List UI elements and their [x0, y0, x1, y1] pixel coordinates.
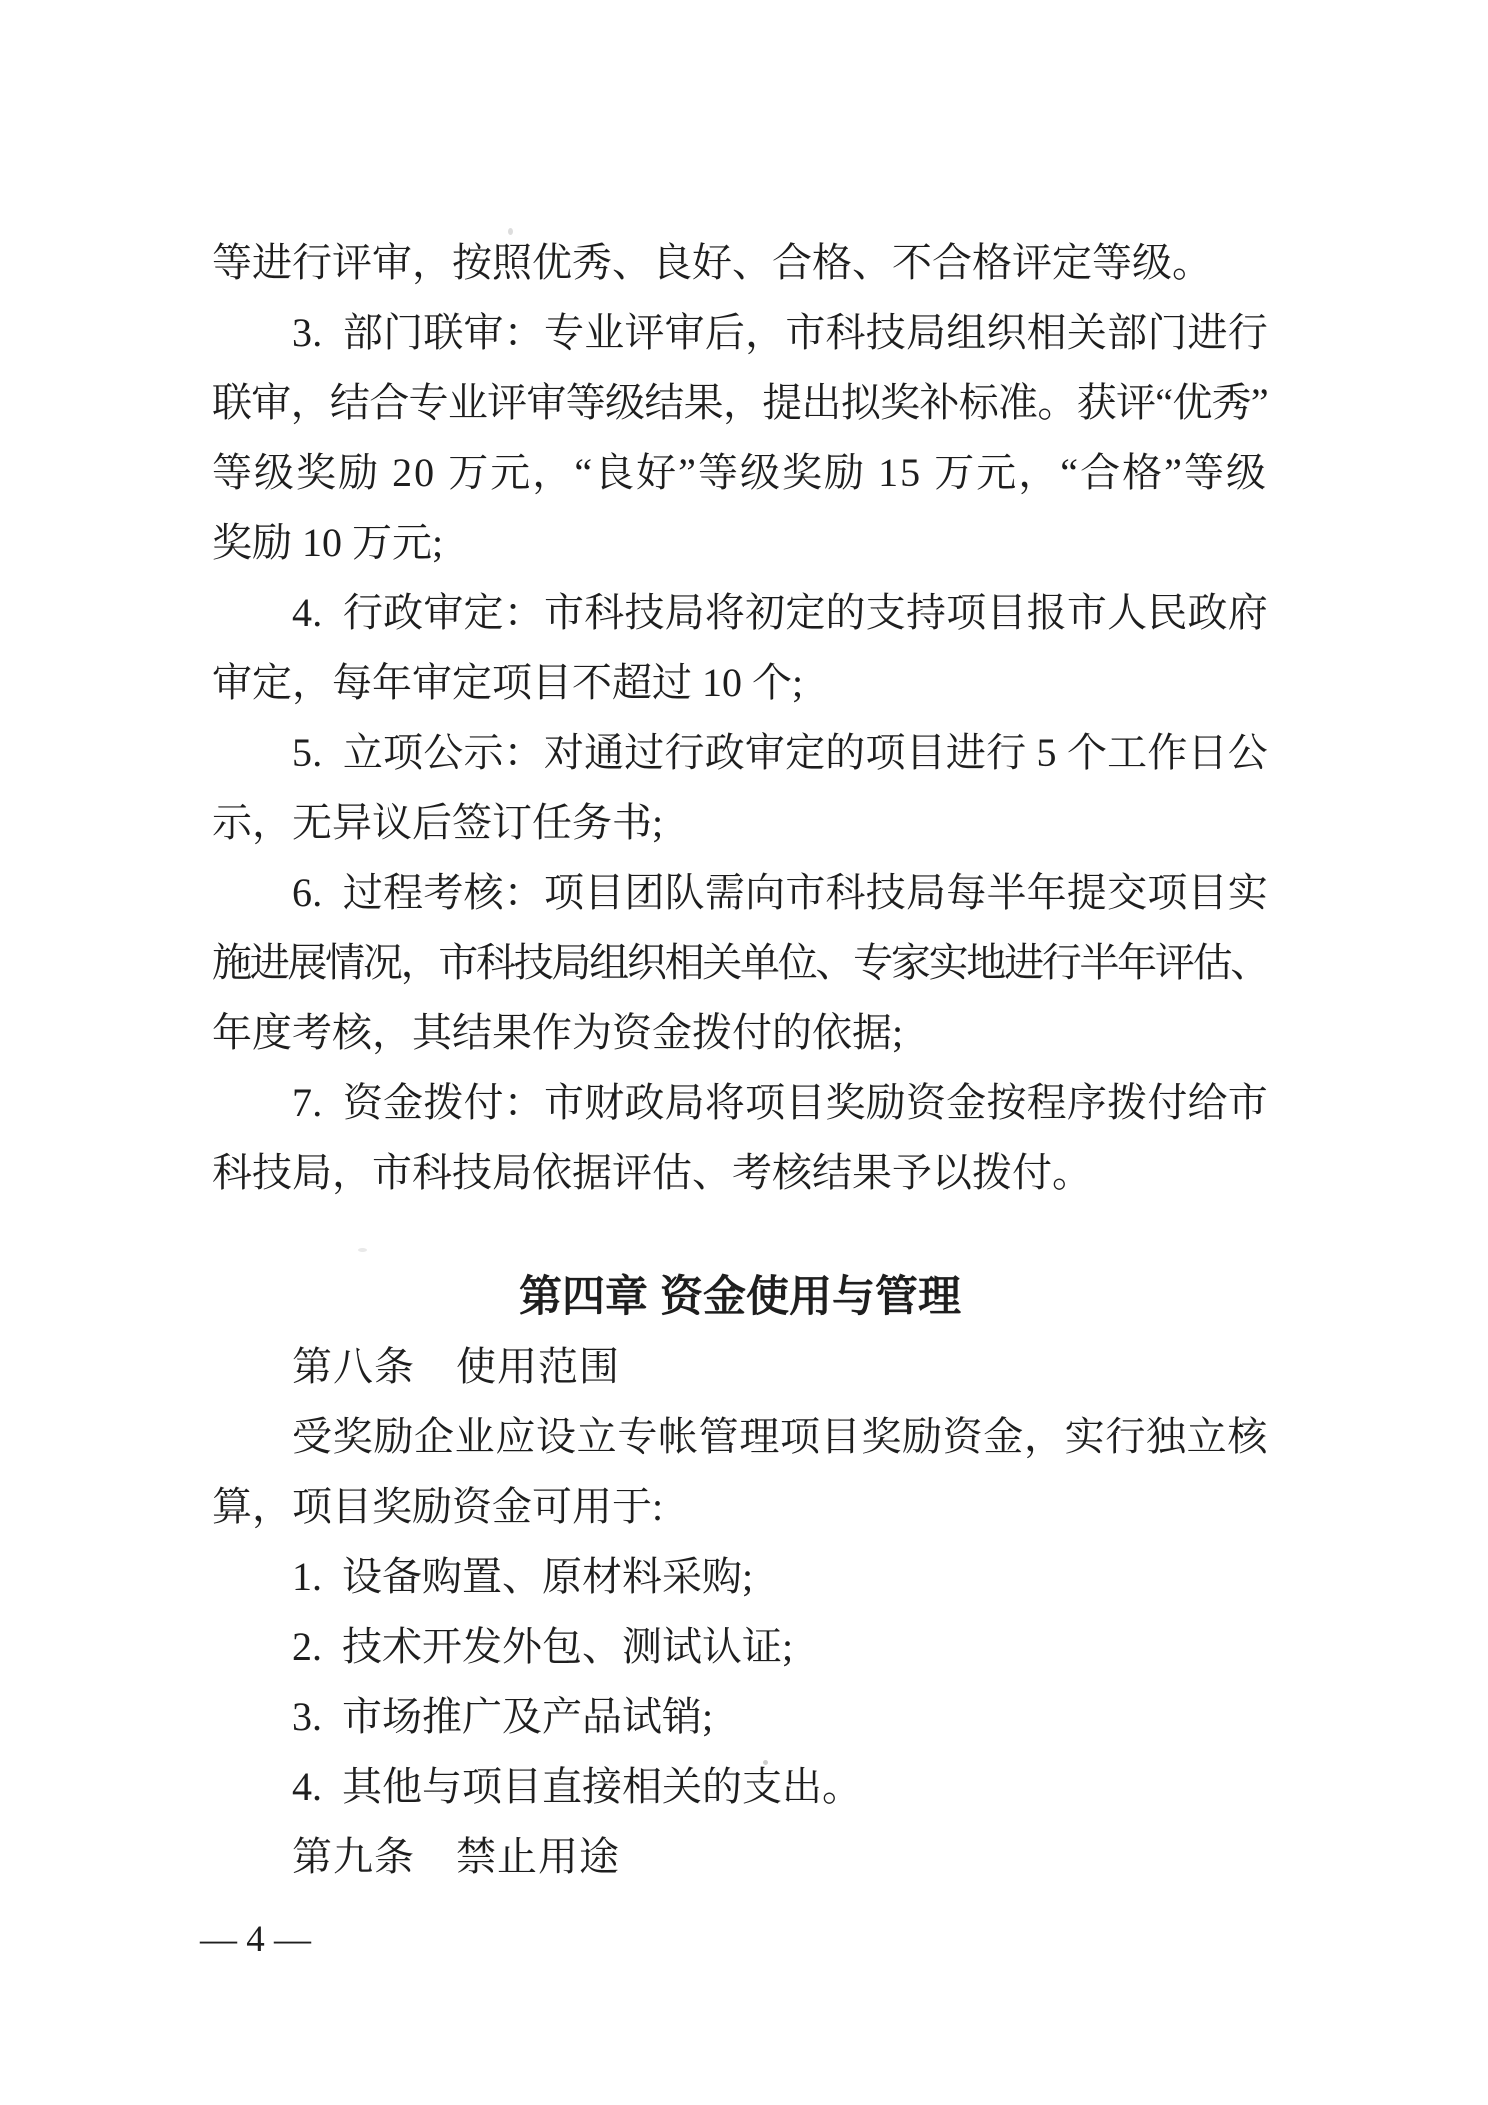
text-line: 等级奖励 20 万元，“良好”等级奖励 15 万元，“合格”等级: [212, 450, 1268, 495]
article-heading: 第九条 禁止用途: [292, 1834, 620, 1879]
text-line: 4. 其他与项目直接相关的支出。: [292, 1764, 862, 1809]
article-heading: 第八条 使用范围: [292, 1344, 620, 1389]
document-body: [212, 228, 1268, 1892]
text-line: 3. 部门联审：专业评审后，市科技局组织相关部门进行: [292, 310, 1268, 355]
scan-speck: [763, 1760, 768, 1765]
scan-speck: [358, 1248, 367, 1252]
text-line: 审定，每年审定项目不超过 10 个;: [212, 660, 804, 705]
text-line: 3. 市场推广及产品试销;: [292, 1694, 714, 1739]
text-line: 4. 行政审定：市科技局将初定的支持项目报市人民政府: [292, 590, 1268, 635]
text-line: 5. 立项公示：对通过行政审定的项目进行 5 个工作日公: [292, 730, 1268, 775]
text-line: 受奖励企业应设立专帐管理项目奖励资金，实行独立核: [292, 1414, 1268, 1459]
text-line: 算，项目奖励资金可用于:: [212, 1484, 664, 1529]
text-line: 等进行评审，按照优秀、良好、合格、不合格评定等级。: [212, 240, 1212, 285]
text-line: 施进展情况，市科技局组织相关单位、专家实地进行半年评估、: [212, 940, 1268, 985]
text-line: 奖励 10 万元;: [212, 520, 444, 565]
text-line: 示，无异议后签订任务书;: [212, 800, 664, 845]
text-line: 7. 资金拨付：市财政局将项目奖励资金按程序拨付给市: [292, 1080, 1268, 1125]
page-number: — 4 —: [200, 1919, 311, 1960]
chapter-heading: 第四章 资金使用与管理: [519, 1273, 961, 1321]
text-line: 联审，结合专业评审等级结果，提出拟奖补标准。获评“优秀”: [212, 380, 1268, 425]
text-line: 1. 设备购置、原材料采购;: [292, 1554, 754, 1599]
text-line: 年度考核，其结果作为资金拨付的依据;: [212, 1010, 904, 1055]
text-line: 科技局，市科技局依据评估、考核结果予以拨付。: [212, 1150, 1092, 1195]
scan-speck: [508, 228, 513, 235]
text-line: 6. 过程考核：项目团队需向市科技局每半年提交项目实: [292, 870, 1268, 915]
text-line: 2. 技术开发外包、测试认证;: [292, 1624, 794, 1669]
